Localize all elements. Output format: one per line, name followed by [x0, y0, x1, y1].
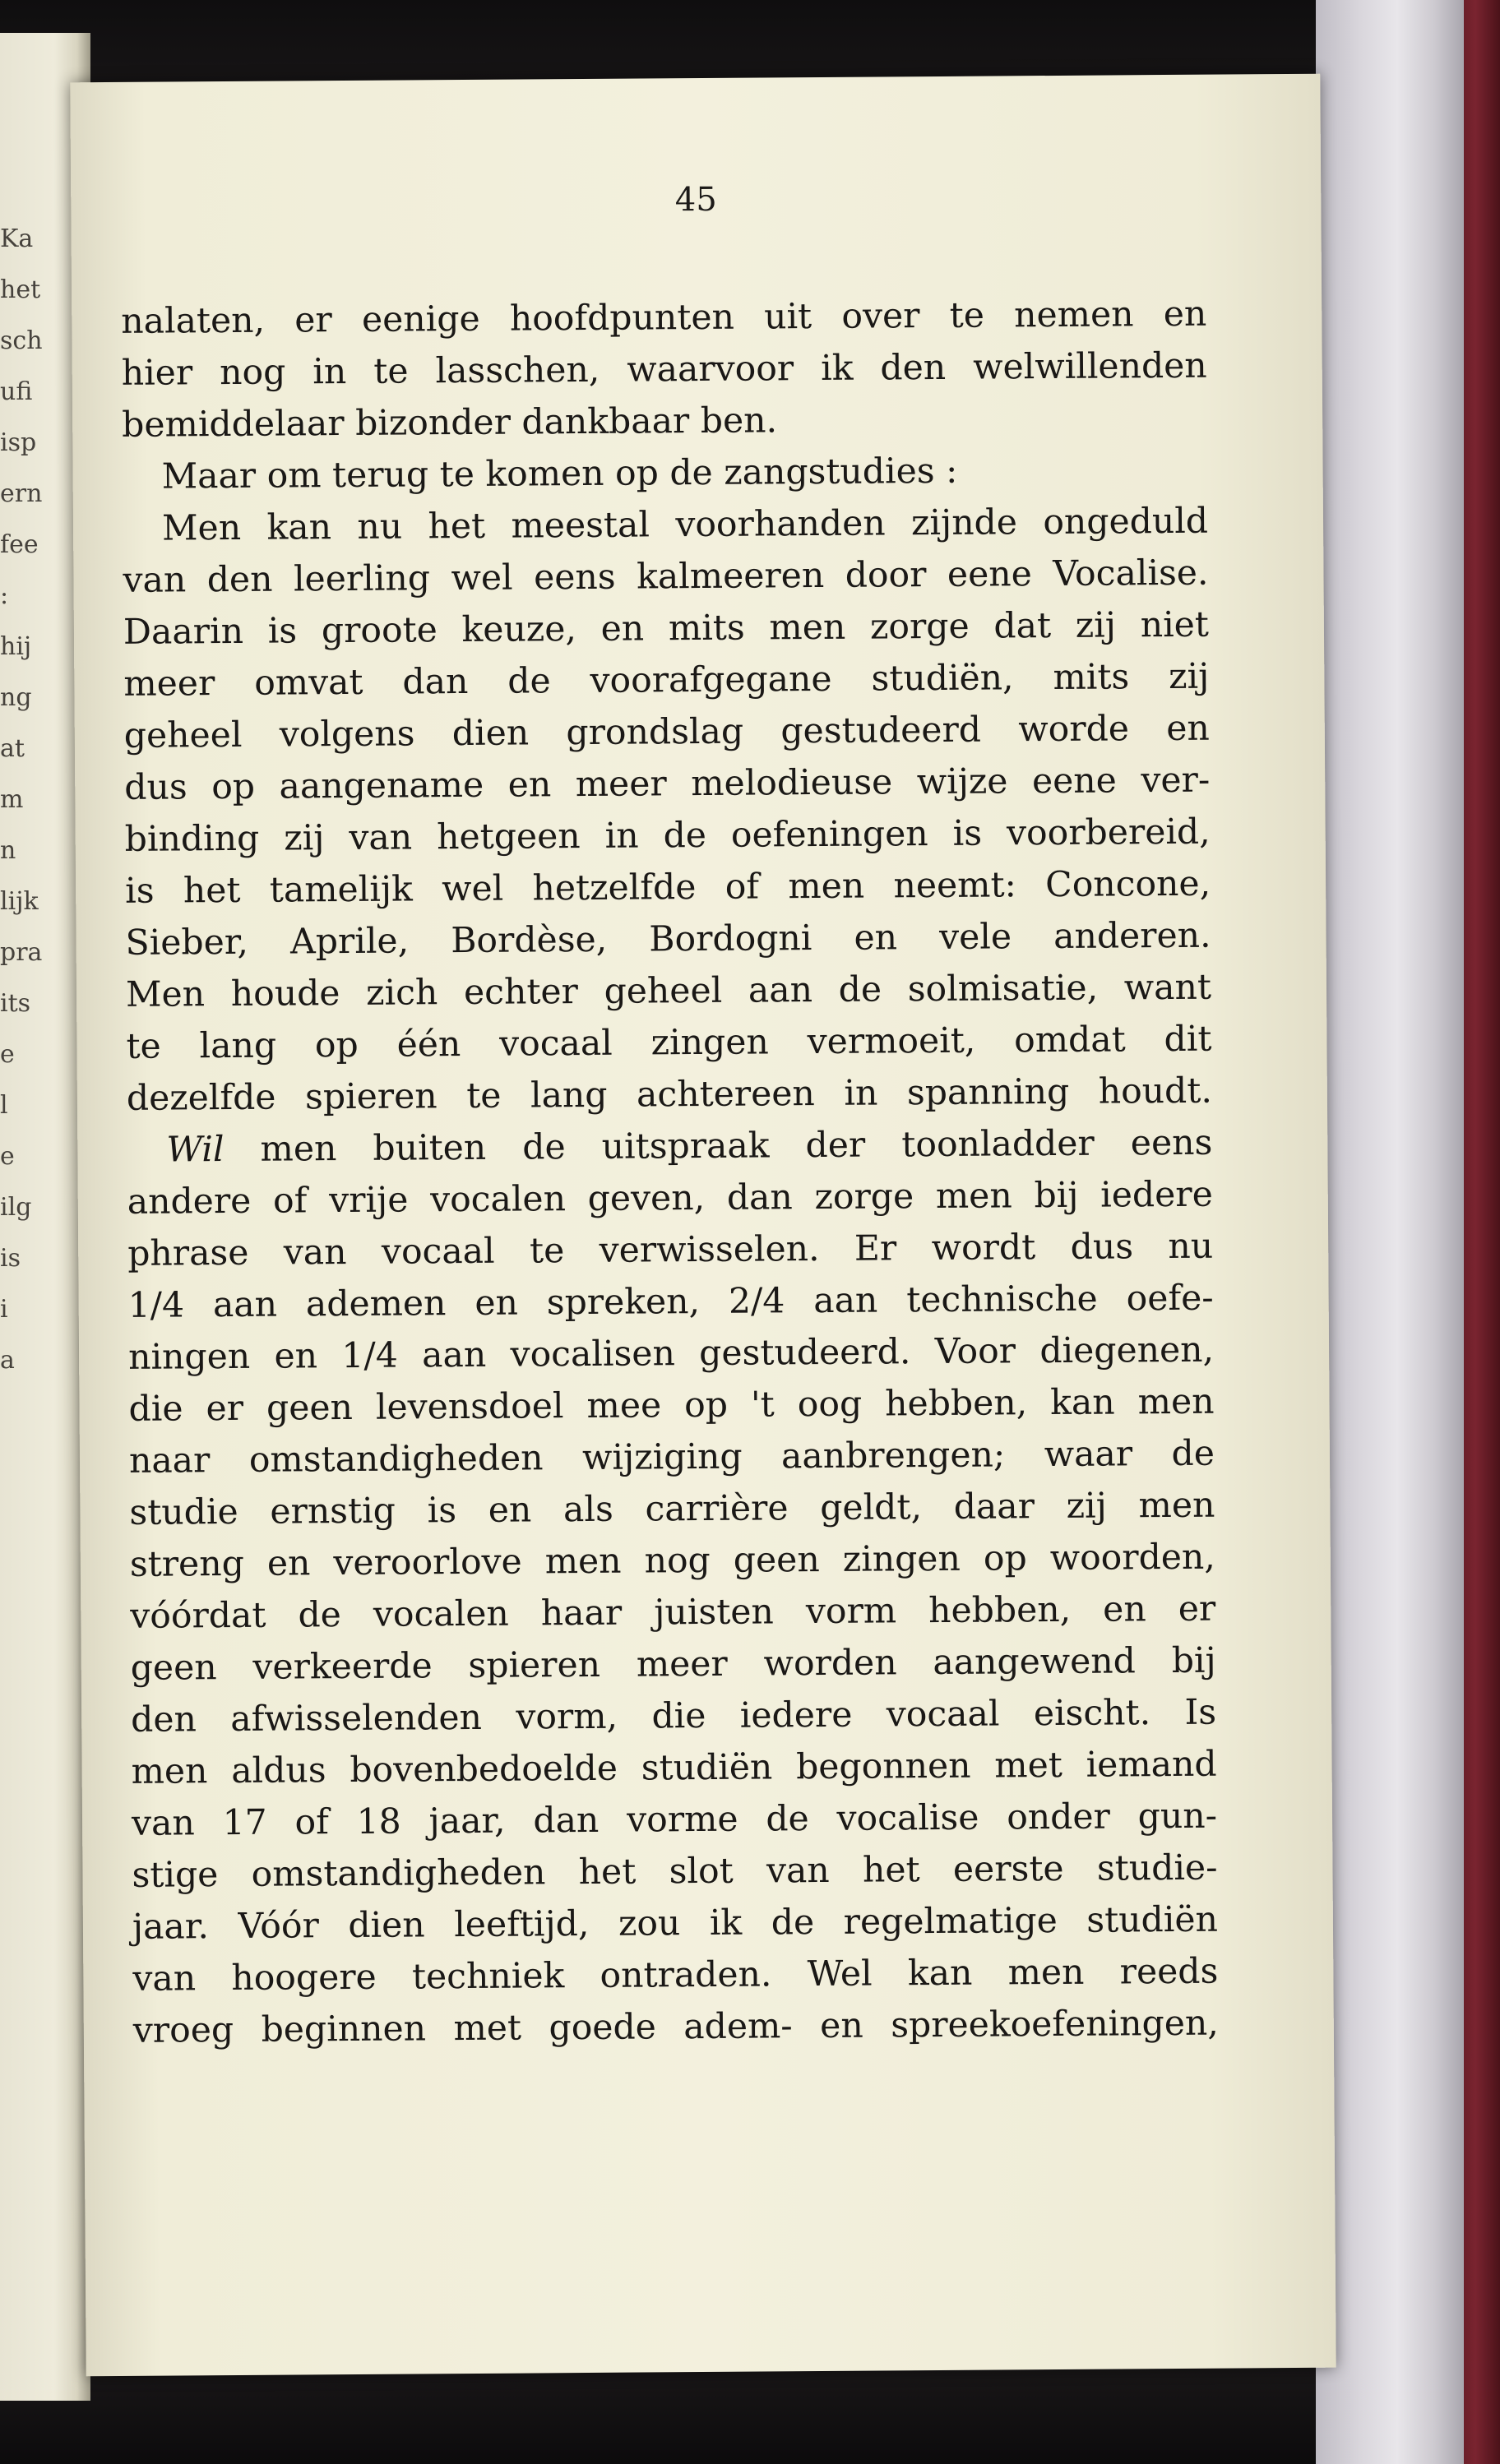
facing-fragment: hij	[0, 632, 32, 661]
text-line: Men kan nu het meestal voorhanden zijnde ongeduld	[161, 501, 1209, 549]
page-body-text	[121, 289, 1219, 2057]
facing-fragment: e	[0, 1142, 15, 1171]
text-line: dus op aangename en meer melodieuse wijze eene ver-	[124, 760, 1211, 808]
text-line: Maar om terug te komen op de zangstudies :	[161, 451, 958, 497]
text-line: van hoogere techniek ontraden. Wel kan men reeds	[132, 1951, 1219, 1999]
text-line: studie ernstig is en als carrière geldt, daar zij men	[129, 1485, 1215, 1533]
facing-fragment: :	[0, 581, 9, 610]
facing-fragment: n	[0, 836, 16, 865]
facing-fragment: ern	[0, 479, 43, 508]
page-number: 45	[674, 180, 717, 220]
facing-fragment: m	[0, 785, 24, 814]
text-line: Men houde zich echter geheel aan de solmisatie, want	[125, 967, 1212, 1015]
text-line: Sieber, Aprile, Bordèse, Bordogni en vele anderen.	[125, 915, 1211, 964]
text-line: dezelfde spieren te lang achtereen in spanning houdt.	[126, 1070, 1213, 1119]
facing-fragment: ng	[0, 683, 32, 712]
text-line: streng en veroorlove men nog geen zingen op woorden,	[129, 1537, 1216, 1585]
text-line: ningen en 1/4 aan vocalisen gestudeerd. Voor diegenen,	[127, 1329, 1215, 1378]
text-line: hier nog in te lasschen, waarvoor ik den welwillenden	[121, 345, 1207, 394]
text-line: van den leerling wel eens kalmeeren door eene Vocalise.	[123, 552, 1209, 601]
text-line: stige omstandigheden het slot van het eerste studie-	[132, 1847, 1218, 1896]
facing-fragment: l	[0, 1091, 8, 1120]
text-line: is het tamelijk wel hetzelfde of men neemt: Concone,	[124, 863, 1211, 912]
text-line-rest: men buiten de uitspraak der toonladder eens	[260, 1122, 1213, 1170]
facing-fragment: a	[0, 1346, 15, 1375]
text-line: binding zij van hetgeen in de oefeningen is voorbereid,	[124, 811, 1211, 860]
grey-cloth-background	[1316, 0, 1464, 2464]
italic-word: Wil	[166, 1130, 225, 1171]
facing-fragment: sch	[0, 326, 43, 355]
text-line: naar omstandigheden wijziging aanbrengen; waar de	[128, 1433, 1215, 1482]
text-line: vroeg beginnen met goede adem- en spreekoefeningen,	[132, 2003, 1219, 2051]
text-line: andere of vrije vocalen geven, dan zorge men bij iedere	[127, 1174, 1213, 1223]
text-line: den afwisselenden vorm, die iedere vocaal eischt. Is	[131, 1692, 1217, 1741]
text-line: meer omvat dan de voorafgegane studiën, mits zij	[123, 656, 1210, 705]
facing-fragment: isp	[0, 428, 37, 457]
text-line-with-italic	[127, 1117, 1212, 1177]
facing-fragment: pra	[0, 938, 43, 967]
text-line: geheel volgens dien grondslag gestudeerd worde en	[123, 708, 1210, 756]
text-line: vóórdat de vocalen haar juisten vorm hebben, en er	[130, 1588, 1216, 1637]
facing-fragment: Ka	[0, 224, 34, 253]
facing-fragment: i	[0, 1295, 8, 1324]
facing-fragment: ilg	[0, 1193, 32, 1222]
facing-fragment: fee	[0, 530, 39, 559]
text-line: nalaten, er eenige hoofdpunten uit over te nemen en	[121, 294, 1207, 342]
text-line: die er geen levensdoel mee op 't oog hebben, kan men	[128, 1381, 1215, 1430]
book-page	[70, 74, 1336, 2377]
facing-fragment: its	[0, 989, 31, 1018]
facing-fragment: lijk	[0, 887, 39, 916]
text-line: 1/4 aan ademen en spreken, 2/4 aan technische oefe-	[127, 1278, 1214, 1326]
text-line: men aldus bovenbedoelde studiën begonnen met iemand	[131, 1744, 1217, 1792]
text-line: te lang op één vocaal zingen vermoeit, omdat dit	[126, 1019, 1212, 1067]
text-line: van 17 of 18 jaar, dan vorme de vocalise onder gun-	[131, 1796, 1218, 1844]
facing-fragment: at	[0, 734, 25, 763]
text-line: jaar. Vóór dien leeftijd, zou ik de regelmatige studiën	[132, 1899, 1219, 1948]
facing-fragment: het	[0, 275, 41, 304]
text-line: bemiddelaar bizonder dankbaar ben.	[122, 400, 778, 446]
facing-fragment: is	[0, 1244, 21, 1273]
text-line: phrase van vocaal te verwisselen. Er wordt dus nu	[127, 1226, 1214, 1274]
facing-fragment: ufi	[0, 377, 33, 406]
text-line: Daarin is groote keuze, en mits men zorge dat zij niet	[123, 604, 1210, 653]
text-line: geen verkeerde spieren meer worden aangewend bij	[130, 1640, 1216, 1689]
facing-fragment: e	[0, 1040, 15, 1069]
